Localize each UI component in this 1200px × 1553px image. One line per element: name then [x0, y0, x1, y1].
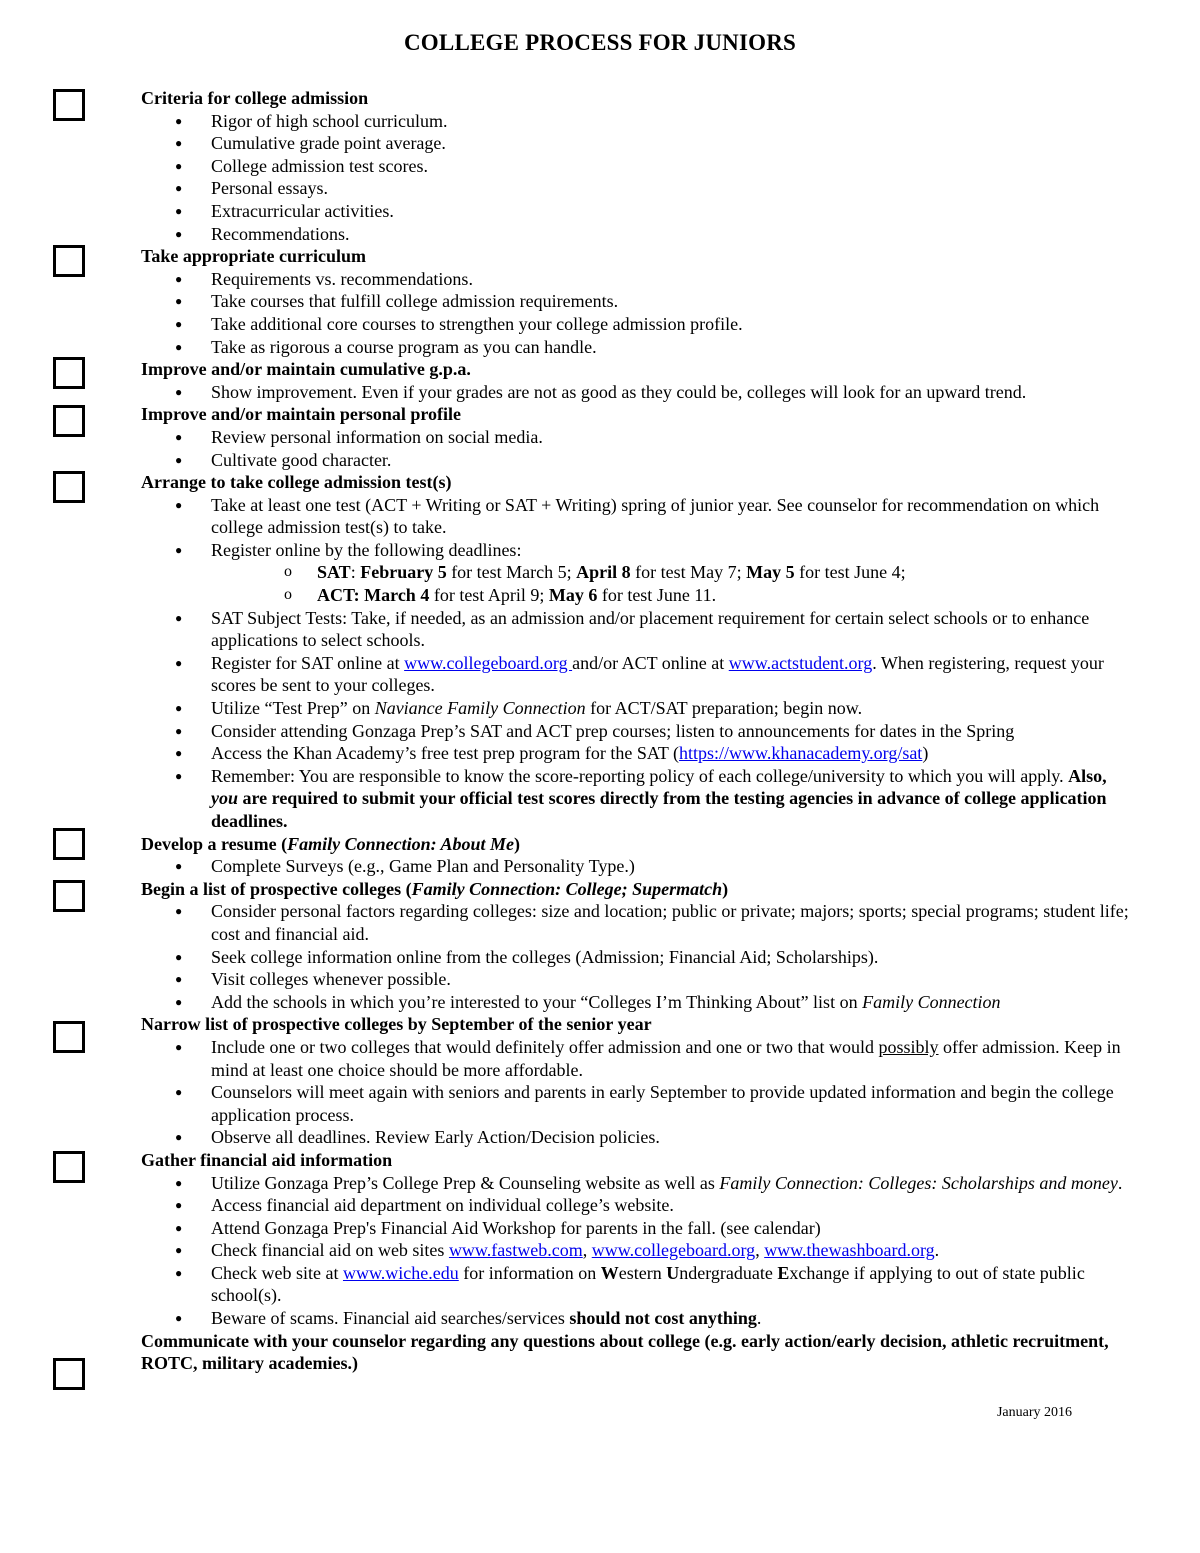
- text: .: [934, 1240, 940, 1261]
- list-item: [141, 765, 1131, 833]
- text: you: [211, 788, 238, 809]
- text: Beware of scams. Financial aid searches/services: [211, 1308, 570, 1329]
- checkbox-criteria[interactable]: [53, 89, 85, 121]
- text: estern: [618, 1262, 667, 1283]
- college-list: [141, 900, 1131, 1013]
- list-item: ● Take courses that fulfill college admission requirements.: [141, 290, 1131, 313]
- list-item: [141, 652, 1131, 697]
- collegeboard-link[interactable]: www.collegeboard.org: [591, 1240, 756, 1261]
- list-item: ● Take at least one test (ACT + Writing or SAT + Writing) spring of junior year. See counselor for recommendation on which college admission test(s) to take.: [141, 494, 1131, 539]
- text: and/or ACT online at: [572, 652, 729, 673]
- text: ndergraduate: [679, 1262, 778, 1283]
- list-item: [141, 1239, 1131, 1262]
- text: Begin a list of prospective colleges (: [141, 878, 412, 899]
- section-title-college-list: [141, 878, 1131, 901]
- text: Family Connection: College; Supermatch: [411, 878, 723, 899]
- list-item: ● Observe all deadlines. Review Early Action/Decision policies.: [141, 1126, 1131, 1149]
- list-item: ● Recommendations.: [141, 223, 1131, 246]
- list-item: ● Cultivate good character.: [141, 449, 1131, 472]
- checkbox-curriculum[interactable]: [53, 245, 85, 277]
- wiche-link[interactable]: www.wiche.edu: [342, 1262, 459, 1283]
- sat-deadline-2: April 8: [576, 562, 631, 583]
- text: ): [514, 833, 520, 854]
- checkbox-resume[interactable]: [53, 828, 85, 860]
- sat-deadlines: o SAT: February 5 for test March 5; April 8 for test May 7; May 5 for test June 4;: [211, 561, 1131, 584]
- list-item: [141, 697, 1131, 720]
- list-item: ● Review personal information on social media.: [141, 426, 1131, 449]
- list-item: ● Visit colleges whenever possible.: [141, 968, 1131, 991]
- list-item: [141, 1307, 1131, 1330]
- list-item: ● College admission test scores.: [141, 155, 1131, 178]
- checkbox-tests[interactable]: [53, 471, 85, 503]
- actstudent-link[interactable]: www.actstudent.org: [728, 652, 873, 673]
- act-deadlines: [211, 584, 1131, 607]
- text: Utilize Gonzaga Prep’s College Prep & Counseling website as well as: [211, 1172, 720, 1193]
- text: W: [600, 1262, 619, 1283]
- text: .: [756, 1308, 762, 1329]
- criteria-list: [141, 110, 1131, 246]
- section-title-financial-aid: Gather financial aid information: [141, 1149, 393, 1170]
- curriculum-list: [141, 268, 1131, 358]
- collegeboard-link[interactable]: www.collegeboard.org: [404, 652, 573, 673]
- text: ,: [755, 1240, 765, 1261]
- section-title-tests: Arrange to take college admission test(s): [141, 472, 452, 493]
- list-item: ● Personal essays.: [141, 177, 1131, 200]
- financial-aid-list: [141, 1172, 1131, 1330]
- page-title: COLLEGE PROCESS FOR JUNIORS: [404, 30, 796, 55]
- section-title-narrow-list: Narrow list of prospective colleges by September of the senior year: [141, 1014, 652, 1035]
- text: for information on: [458, 1262, 601, 1283]
- list-item: ● Extracurricular activities.: [141, 200, 1131, 223]
- list-item: ● Counselors will meet again with seniors and parents in early September to provide updated information and begin the college application process.: [141, 1081, 1131, 1126]
- sat-test-3: for test June 4;: [794, 562, 906, 583]
- section-title-profile: Improve and/or maintain personal profile: [141, 404, 462, 425]
- narrow-list: [141, 1036, 1131, 1149]
- text: Family Connection: [862, 991, 1001, 1012]
- text: Check web site at: [211, 1262, 343, 1283]
- text: ): [922, 743, 929, 764]
- list-item: [141, 1172, 1131, 1195]
- text: Family Connection: Colleges: Scholarships and money: [719, 1172, 1118, 1193]
- checkbox-communicate[interactable]: [53, 1358, 85, 1390]
- text: Include one or two colleges that would definitely offer admission and one or two that would: [211, 1036, 879, 1057]
- section-title-criteria: Criteria for college admission: [141, 88, 369, 108]
- text: U: [666, 1262, 680, 1283]
- list-item: [141, 1036, 1131, 1081]
- checkbox-financial-aid[interactable]: [53, 1151, 85, 1183]
- text: xchange if applying to out of state public school(s).: [211, 1262, 1085, 1306]
- profile-list: [141, 426, 1131, 471]
- list-item: [141, 1262, 1131, 1307]
- section-title-curriculum: Take appropriate curriculum: [141, 246, 367, 267]
- thewashboard-link[interactable]: www.thewashboard.org: [764, 1240, 935, 1261]
- text: are required to submit your official test scores directly from the testing agencies in advance of college application deadlines.: [211, 788, 1107, 831]
- text: offer admission. Keep in mind at least one choice should be more affordable.: [211, 1036, 1121, 1080]
- resume-list: [141, 855, 1131, 878]
- list-item: ● Show improvement. Even if your grades are not as good as they could be, colleges will look for an upward trend.: [141, 381, 1131, 404]
- checkbox-gpa[interactable]: [53, 357, 85, 389]
- list-item: [141, 991, 1131, 1014]
- text: Also,: [1068, 765, 1107, 786]
- text: Add the schools in which you’re interested to your “Colleges I’m Thinking About” list on: [211, 991, 863, 1012]
- text: for ACT/SAT preparation; begin now.: [585, 698, 863, 719]
- list-item: ● Complete Surveys (e.g., Game Plan and Personality Type.): [141, 855, 1131, 878]
- sat-test-1: for test March 5;: [446, 562, 577, 583]
- checkbox-profile[interactable]: [53, 405, 85, 437]
- text: Utilize “Test Prep” on: [211, 698, 375, 719]
- sat-test-2: for test May 7;: [630, 562, 747, 583]
- list-item: [141, 539, 1131, 607]
- act-test-2: for test June 11.: [597, 585, 717, 606]
- khanacademy-link[interactable]: https://www.khanacademy.org/sat: [679, 743, 923, 764]
- act-label: ACT: March 4: [317, 585, 430, 606]
- tests-list: [141, 494, 1131, 833]
- text: .: [1117, 1172, 1123, 1193]
- checkbox-narrow-list[interactable]: [53, 1021, 85, 1053]
- text: . When registering, request your scores be sent to your colleges.: [211, 652, 1104, 696]
- sat-deadline-3: May 5: [746, 562, 795, 583]
- section-title-resume: [141, 833, 1131, 856]
- deadline-list: [211, 561, 1131, 606]
- text: Access the Khan Academy’s free test prep program for the SAT (: [211, 743, 680, 764]
- list-item: ● Requirements vs. recommendations.: [141, 268, 1131, 291]
- list-item: ● Cumulative grade point average.: [141, 132, 1131, 155]
- checkbox-college-list[interactable]: [53, 880, 85, 912]
- text: ,: [582, 1240, 592, 1261]
- list-item: ● Rigor of high school curriculum.: [141, 110, 1131, 133]
- sat-label: SAT: [317, 562, 351, 583]
- naviance-text: Naviance Family Connection: [374, 698, 586, 719]
- text: Develop a resume (: [141, 833, 288, 854]
- list-item: ● Take as rigorous a course program as you can handle.: [141, 336, 1131, 359]
- list-item: [141, 742, 1131, 765]
- list-item: ● Take additional core courses to strengthen your college admission profile.: [141, 313, 1131, 336]
- list-item: ● Consider attending Gonzaga Prep’s SAT and ACT prep courses; listen to announcements for dates in the Spring: [141, 720, 1131, 743]
- text: E: [777, 1262, 790, 1283]
- list-item: ● Consider personal factors regarding colleges: size and location; public or private; majors; sports; special programs; student life; cost and financial aid.: [141, 900, 1131, 945]
- text: Register for SAT online at: [211, 652, 405, 673]
- document-date: January 2016: [996, 1405, 1072, 1420]
- text: possibly: [878, 1036, 939, 1057]
- sat-deadline-1: February 5: [360, 562, 447, 583]
- list-item: ● Access financial aid department on individual college’s website.: [141, 1194, 1131, 1217]
- fastweb-link[interactable]: www.fastweb.com: [448, 1240, 583, 1261]
- text: should not cost anything: [569, 1308, 757, 1329]
- text: Check financial aid on web sites: [211, 1240, 449, 1261]
- list-item: ● Attend Gonzaga Prep's Financial Aid Workshop for parents in the fall. (see calendar): [141, 1217, 1131, 1240]
- act-deadline-2: May 6: [548, 585, 598, 606]
- text: ): [722, 878, 729, 899]
- list-item: ● SAT Subject Tests: Take, if needed, as an admission and/or placement requirement for certain select schools or to enhance applications to select schools.: [141, 607, 1131, 652]
- gpa-list: [141, 381, 1131, 404]
- section-title-gpa: Improve and/or maintain cumulative g.p.a.: [141, 359, 471, 380]
- deadline-intro: Register online by the following deadlines:: [211, 539, 522, 560]
- act-test-1: for test April 9;: [429, 585, 549, 606]
- text: Family Connection: About Me: [287, 833, 514, 854]
- text: Remember: You are responsible to know the score-reporting policy of each college/university to which you will apply.: [211, 765, 1069, 786]
- section-title-communicate: Communicate with your counselor regarding any questions about college (e.g. early action/early decision, athletic recruitment, ROTC, military academies.): [141, 1330, 1109, 1374]
- checklist-content: [141, 87, 1131, 1375]
- list-item: ● Seek college information online from the colleges (Admission; Financial Aid; Scholarships).: [141, 946, 1131, 969]
